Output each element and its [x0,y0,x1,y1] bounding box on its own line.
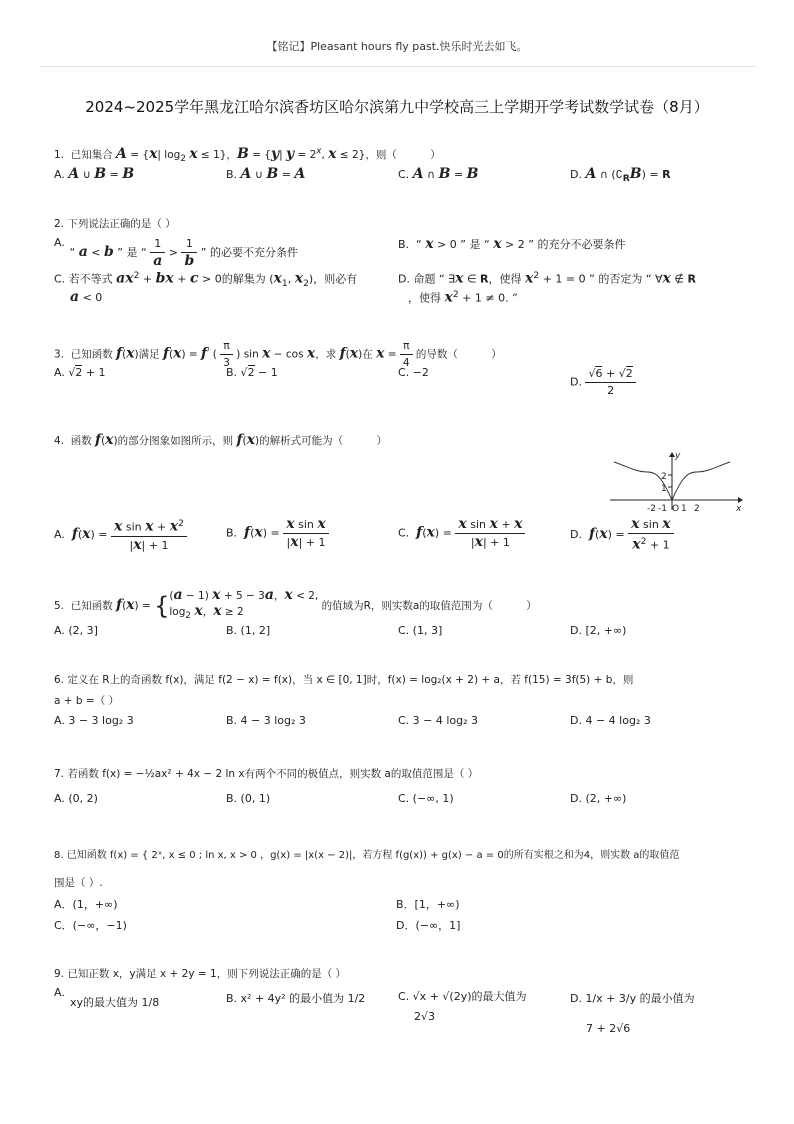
question-2-option-c[interactable]: C. 若不等式 $ax^2$ + bx + c > 0的解集为 ($x_1$, $x_2$)，则必有 [54,270,358,289]
question-2-option-a-label[interactable]: A. [54,236,65,249]
question-8-option-a[interactable]: A．(1，+∞) [54,898,118,911]
graph-x-label-1: 1 [681,504,687,514]
question-6-option-c[interactable]: C. 3 − 4 log₂ 3 [398,714,479,727]
question-1-option-b[interactable]: B. A ∪ B = A [226,166,306,182]
question-3-option-b[interactable]: B. √2 − 1 [226,366,278,379]
question-9-option-c[interactable]: C. √x + √(2y)的最大值为 [398,990,527,1003]
question-3-stem: 3. 已知函数 f(x)满足 f(x) = f′ ( $\frac{\pi}{3}$ ) sin x − cos x，求 f(x)在 x = $\frac{\pi}{4}$ 的导数（ ） [54,340,502,369]
question-2-option-d-cont: ，使得 $x^2 + 1 \ne 0$. ” [408,289,518,306]
graph-x-axis-label: x [736,504,742,514]
question-9-option-a-label[interactable]: A. [54,986,65,999]
question-8-option-d[interactable]: D．(−∞，1] [396,919,461,932]
graph-x-label-2: 2 [694,504,700,514]
question-4-option-a[interactable]: A. f(x) = $\frac{x \sin x + x^2}{|x| + 1}$ [54,516,187,554]
question-6-stem-cont: a + b =（ ） [54,695,120,707]
question-8-option-b[interactable]: B．[1，+∞) [396,898,460,911]
question-5-option-c[interactable]: C. (1, 3] [398,624,443,637]
question-8-stem: 8. 已知函数 f(x) = { 2ˣ, x ≤ 0 ; ln x, x > 0 ，g(x) = |x(x − 2)|，若方程 f(g(x)) + g(x) − a = 0的所有实根之和为4，则实数 a的取值范 [54,850,680,861]
header-note: 【铭记】Pleasant hours fly past.快乐时光去如飞。 [266,40,528,53]
question-7-option-b[interactable]: B. (0, 1) [226,792,271,805]
question-6-option-b[interactable]: B. 4 − 3 log₂ 3 [226,714,306,727]
question-9-option-d[interactable]: D. 1/x + 3/y 的最小值为 [570,992,695,1005]
question-3-option-a[interactable]: A. √2 + 1 [54,366,106,379]
graph-x-arrow [738,497,743,503]
question-1-stem: 1. 已知集合 A = {x| $\log_2 x \le 1$}，B = {y| $y = 2^x$, x ≤ 2}，则（ ） [54,146,441,165]
question-7-option-a[interactable]: A. (0, 2) [54,792,98,805]
question-4-option-b[interactable]: B. f(x) = $\frac{\text{x sin x}}{|x| + 1}$ [226,516,329,551]
question-2-option-c-cont: a < 0 [70,289,103,305]
question-9-option-d-cont: 7 + 2√6 [586,1022,631,1035]
question-9-option-c-cont: 2√3 [414,1010,436,1023]
function-graph [606,450,746,516]
graph-x-label-neg2: -2 [647,504,656,514]
question-4-stem: 4. 函数 f(x)的部分图象如图所示，则 f(x)的解析式可能为（ ） [54,432,387,448]
question-7-option-d[interactable]: D. (2, +∞) [570,792,627,805]
question-2-option-a[interactable]: “ a < b ” 是 “ $\frac{1}{a}$ > $\frac{1}{b}$ ” 的必要不充分条件 [66,237,298,269]
question-3-option-d[interactable]: D. $\frac{√6 + √2}{2}$ [570,366,636,399]
question-6-option-a[interactable]: A. 3 − 3 log₂ 3 [54,714,134,727]
graph-y-label-1: 1 [661,484,667,494]
question-1-option-c[interactable]: C. A ∩ B = B [398,166,479,182]
question-8-stem-cont: 围是（ ）. [54,877,103,889]
question-5-option-b[interactable]: B. (1, 2] [226,624,271,637]
question-2-option-d[interactable]: D. 命题 “ ∃x ∈ R，使得 $x^2 + 1 = 0$ ” 的否定为 “ ∀x ∉ R [398,270,696,287]
question-9-option-b[interactable]: B. x² + 4y² 的最小值为 1/2 [226,992,366,1005]
question-7-stem: 7. 若函数 f(x) = −½ax² + 4x − 2 ln x有两个不同的极值点，则实数 a的取值范围是（ ） [54,768,479,780]
graph-origin-label: O [672,504,680,514]
question-4-option-c[interactable]: C. f(x) = $\frac{\text{x sin x + x}}{|x| + 1}$ [398,516,525,551]
question-6-stem: 6. 定义在 R上的奇函数 f(x)，满足 f(2 − x) = f(x)，当 x ∈ [0, 1]时，f(x) = log₂(x + 2) + a，若 f(15) = 3f(5) + b，则 [54,674,634,686]
question-3-option-c[interactable]: C. −2 [398,366,429,379]
question-5-option-d[interactable]: D. [2, +∞) [570,624,627,637]
graph-x-label-neg1: -1 [658,504,667,514]
header-divider [40,66,756,67]
question-2-option-b[interactable]: B. “ x > 0 ” 是 “ x > 2 ” 的充分不必要条件 [398,236,626,252]
question-9-option-a[interactable]: xy的最大值为 1/8 [70,996,160,1009]
question-5-option-a[interactable]: A. (2, 3] [54,624,98,637]
question-4-option-d[interactable]: D. f(x) = $\frac{\text{x sin x}}{x^2 + 1}$ [570,516,674,554]
graph-y-axis-label: y [675,451,681,461]
question-9-stem: 9. 已知正数 x，y满足 x + 2y = 1，则下列说法正确的是（ ） [54,968,347,980]
question-1-option-a[interactable]: A. A ∪ B = B [54,166,135,182]
question-6-option-d[interactable]: D. 4 − 4 log₂ 3 [570,714,651,727]
graph-y-label-2: 2 [661,472,667,482]
question-8-option-c[interactable]: C．(−∞，−1) [54,919,127,932]
question-2-stem: 2. 下列说法正确的是（ ） [54,218,176,230]
question-7-option-c[interactable]: C. (−∞, 1) [398,792,454,805]
question-1-option-d[interactable]: D. A ∩ $(∁_RB) = R$ [570,166,671,185]
page-title: 2024~2025学年黑龙江哈尔滨香坊区哈尔滨第九中学校高三上学期开学考试数学试卷（8月） [85,98,709,116]
question-5-stem: 5. 已知函数 f(x) = {(a − 1) x + 5 − 3a，x < 2, $\log_2 x$，x ≥ 2 的值域为R，则实数a的取值范围为（ ） [54,587,537,622]
